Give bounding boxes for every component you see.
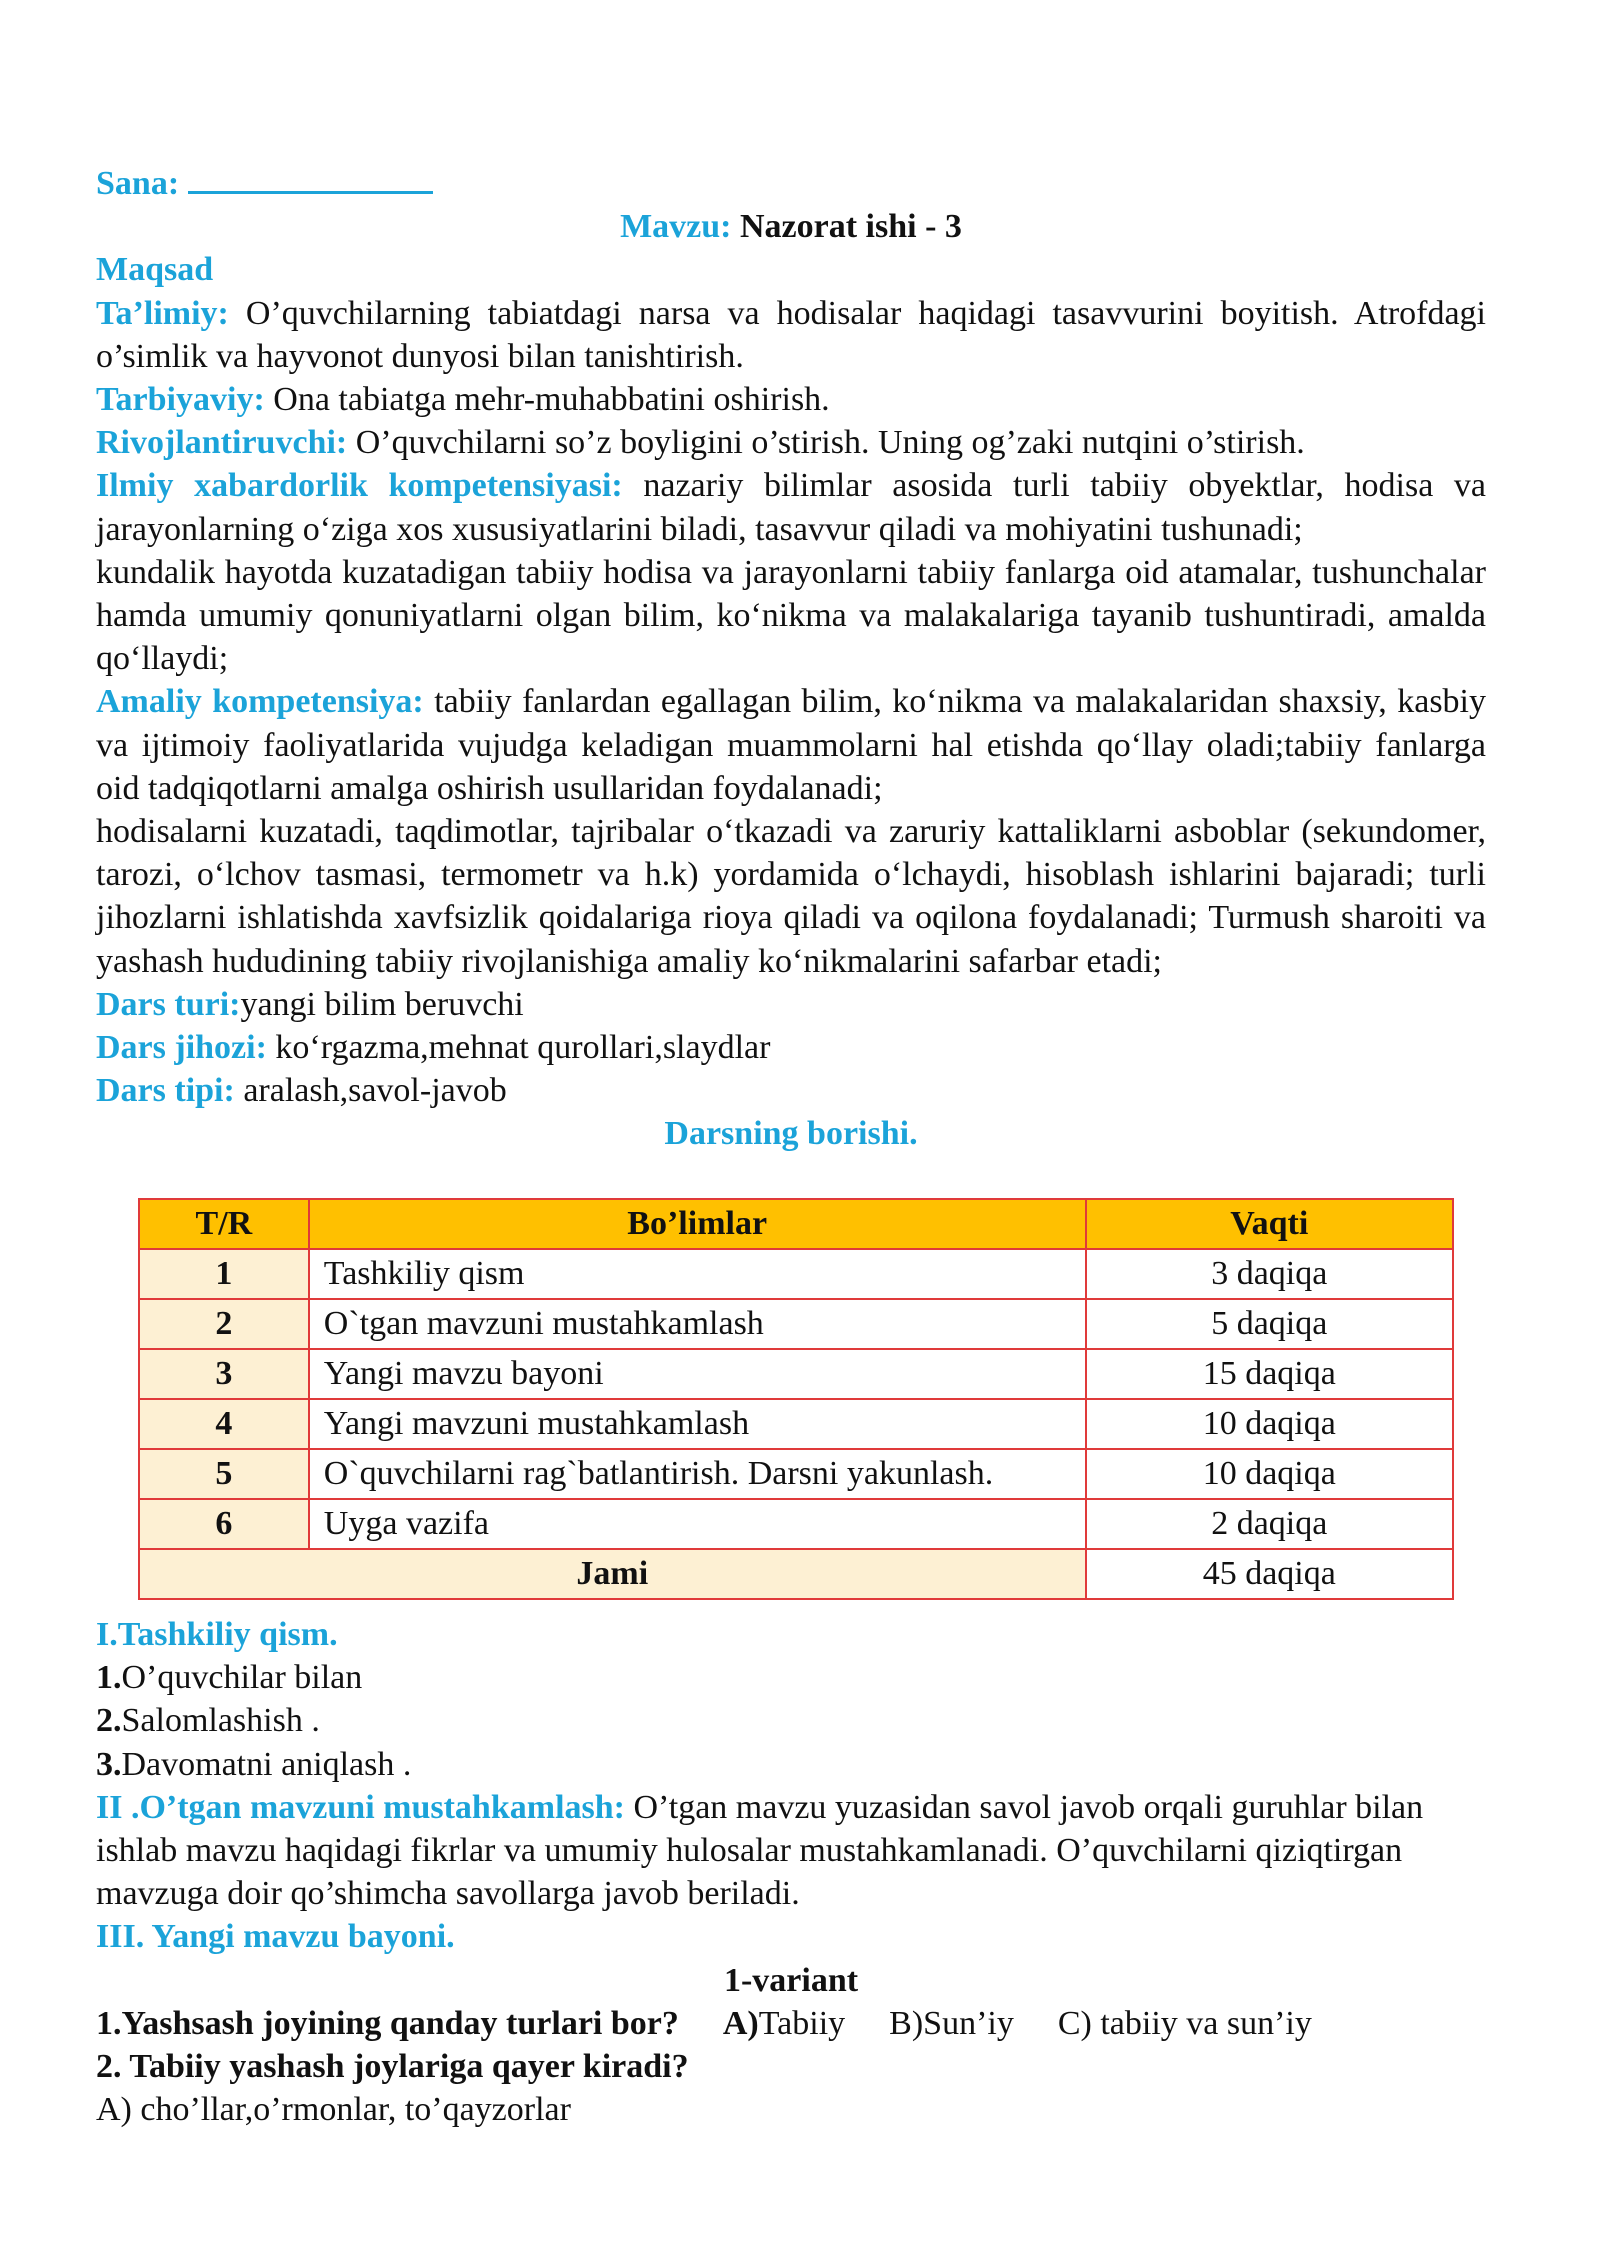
- col-header-time: Vaqti: [1086, 1199, 1453, 1249]
- section-2-title: II .O’tgan mavzuni mustahkamlash:: [96, 1788, 625, 1826]
- lesson-kind: Dars tipi: aralash,savol-javob: [96, 1072, 507, 1110]
- lesson-plan-top: [96, 162, 1486, 1156]
- variant-title: 1-variant: [723, 1961, 859, 1999]
- topic-line: [96, 205, 1486, 248]
- table-row: 5 O`quvchilarni rag`batlantirish. Darsni yakunlash. 10 daqiqa: [139, 1449, 1453, 1499]
- section-3-title: III. Yangi mavzu bayoni.: [96, 1918, 455, 1956]
- goal-ilmiy-cont: kundalik hayotda kuzatadigan tabiiy hodisa va jarayonlarni tabiiy fanlarga oid atamalar, tushunchalar hamda umumiy qonuniyatlarni olgan bilim, ko‘nikma va malakalariga tayanib tushuntiradi, amalda qo‘llaydi;: [96, 553, 1486, 678]
- list-item: 2.Salomlashish .: [96, 1702, 320, 1740]
- goal-talimiy: Ta’limiy: O’quvchilarning tabiatdagi narsa va hodisalar haqidagi tasavvurini boyitish. Atrofdagi o’simlik va hayvonot dunyosi bilan tanishtirish.: [96, 294, 1486, 375]
- date-blank: [188, 163, 433, 194]
- list-item: 3.Davomatni aniqlash .: [96, 1745, 412, 1783]
- question-1: 1.Yashsash joyining qanday turlari bor? A)Tabiiy B)Sun’iy C) tabiiy va sun’iy: [96, 2004, 1312, 2042]
- date-line: [96, 162, 1486, 205]
- lesson-equipment: Dars jihozi: ko‘rgazma,mehnat qurollari,slaydlar: [96, 1029, 771, 1067]
- table-row: 4 Yangi mavzuni mustahkamlash 10 daqiqa: [139, 1399, 1453, 1449]
- table-row: 3 Yangi mavzu bayoni 15 daqiqa: [139, 1349, 1453, 1399]
- col-header-number: T/R: [139, 1199, 309, 1249]
- goal-heading: Maqsad: [96, 251, 214, 289]
- lesson-plan-bottom: [96, 1613, 1486, 2131]
- total-time: 45 daqiqa: [1086, 1549, 1453, 1599]
- lesson-flow-title: Darsning borishi.: [664, 1115, 918, 1153]
- lesson-schedule-table: [138, 1198, 1454, 1600]
- goal-amaliy: Amaliy kompetensiya: tabiiy fanlardan egallagan bilim, ko‘nikma va malakalaridan shaxsiy, kasbiy va ijtimoiy faoliyatlarida vujudga keladigan muammolarni hal etishda qo‘llay oladi;tabiiy fanlarga oid tadqiqotlarni amalga oshirish usullaridan foydalanadi;: [96, 683, 1487, 807]
- section-1-title: I.Tashkiliy qism.: [96, 1616, 338, 1653]
- goal-tarbiyaviy: Tarbiyaviy: Ona tabiatga mehr-muhabbatini oshirish.: [96, 381, 830, 419]
- question-2: 2. Tabiiy yashash joylariga qayer kiradi?: [96, 2048, 689, 2086]
- topic-label: Mavzu:: [620, 208, 732, 246]
- goal-ilmiy: Ilmiy xabardorlik kompetensiyasi: nazariy bilimlar asosida turli tabiiy obyektlar, hodisa va jarayonlarning o‘ziga xos xususiyatlarini biladi, tasavvur qiladi va mohiyatini tushunadi;: [96, 467, 1486, 548]
- table-row: 6 Uyga vazifa 2 daqiqa: [139, 1499, 1453, 1549]
- section-2: [96, 1786, 1486, 1916]
- goal-rivojlantiruvchi: Rivojlantiruvchi: O’quvchilarni so’z boyligini o’stirish. Uning og’zaki nutqini o’stirish.: [96, 424, 1305, 462]
- goal-amaliy-cont: hodisalarni kuzatadi, taqdimotlar, tajribalar o‘tkazadi va zaruriy kattaliklarni asboblar (sekundomer, tarozi, o‘lchov tasmasi, termometr va h.k) yordamida o‘lchaydi, hisoblash ishlarini bajaradi; turli jihozlarni ishlatishda xavfsizlik qoidalariga rioya qiladi va oqilona foydalanadi; Turmush sharoiti va yashash hududining tabiiy rivojlanishiga amaliy ko‘nikmalarini safarbar etadi;: [96, 813, 1486, 980]
- table-total-row: [139, 1549, 1453, 1599]
- table-row: 2 O`tgan mavzuni mustahkamlash 5 daqiqa: [139, 1299, 1453, 1349]
- topic-value: Nazorat ishi - 3: [740, 208, 962, 246]
- date-label: Sana:: [96, 165, 180, 202]
- section-2-text: O’tgan mavzu yuzasidan savol javob orqali guruhlar bilan ishlab mavzu haqidagi fikrlar va umumiy hulosalar mustahkamlanadi. O’quvchilarni qiziqtirgan mavzuga doir qo’shimcha savollarga javob beriladi.: [96, 1788, 1424, 1913]
- col-header-sections: Bo’limlar: [309, 1199, 1086, 1249]
- total-label: Jami: [139, 1549, 1086, 1599]
- table-header-row: [139, 1199, 1453, 1249]
- table-row: 1 Tashkiliy qism 3 daqiqa: [139, 1249, 1453, 1299]
- lesson-type: Dars turi:yangi bilim beruvchi: [96, 985, 524, 1023]
- list-item: 1.O’quvchilar bilan: [96, 1659, 363, 1697]
- question-2-answer-a: A) cho’llar,o’rmonlar, to’qayzorlar: [96, 2091, 571, 2129]
